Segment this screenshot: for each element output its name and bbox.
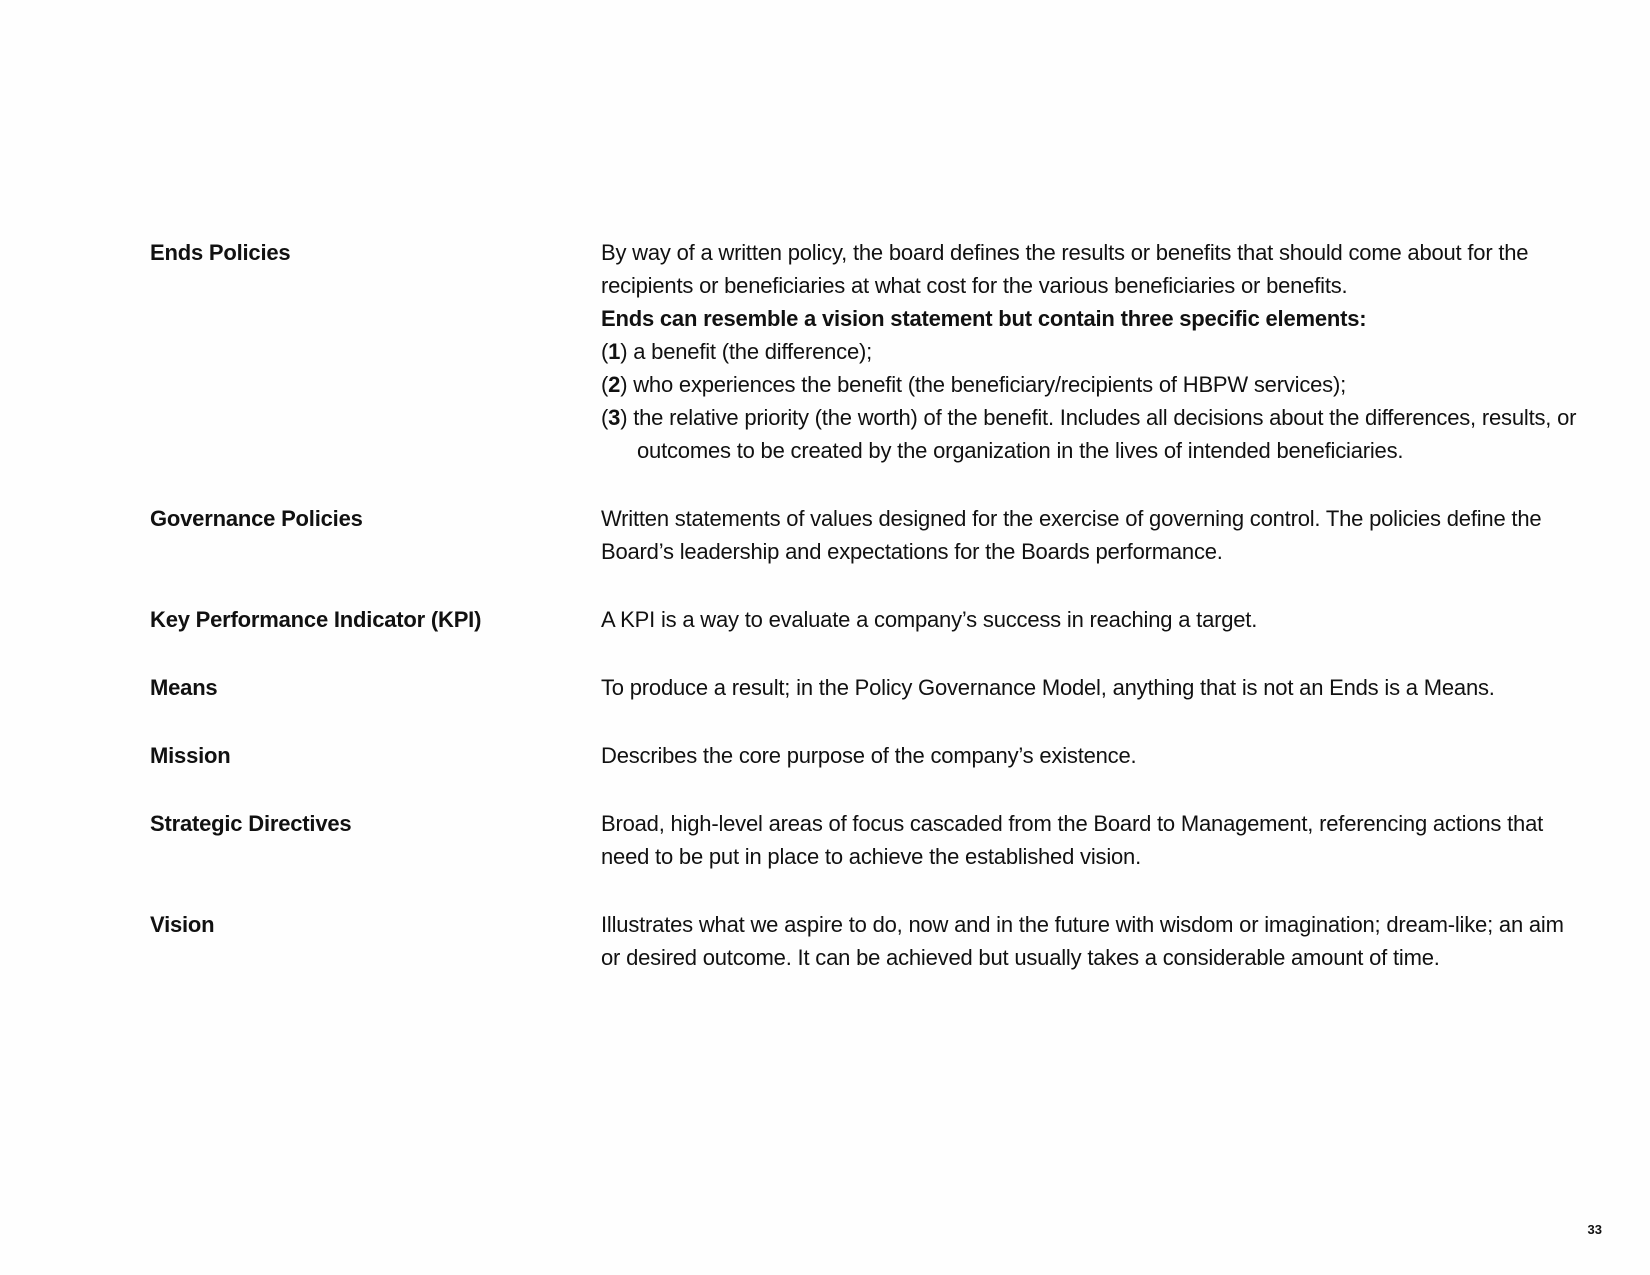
item-number: 2 [608, 372, 621, 397]
definition-governance-policies: Written statements of values designed for the exercise of governing control. The policies define the Board’s leadership and expectations for the Boards performance. [601, 506, 1542, 564]
definition-item-3: (3) the relative priority (the worth) of the benefit. Includes all decisions about the differences, results, or outcomes to be created by the organization in the lives of intended beneficiaries. [601, 405, 1577, 463]
item-number: 1 [608, 339, 621, 364]
definition-strategic-directives: Broad, high-level areas of focus cascaded from the Board to Management, referencing actions that need to be put in place to achieve the established vision. [601, 811, 1544, 869]
page-number: 33 [1587, 1222, 1602, 1237]
term-governance-policies: Governance Policies [150, 506, 363, 531]
definition-kpi: A KPI is a way to evaluate a company’s success in reaching a target. [601, 607, 1258, 632]
item-text: the relative priority (the worth) of the benefit. Includes all decisions about the differences, results, or outcomes to be created by the organization in the lives of intended beneficiaries. [633, 405, 1577, 463]
glossary-entry-governance-policies [150, 502, 1600, 568]
glossary-entry-mission [150, 739, 1600, 772]
definition-item-2: (2) who experiences the benefit (the beneficiary/recipients of HBPW services); [601, 372, 1346, 397]
term-kpi: Key Performance Indicator (KPI) [150, 607, 482, 632]
glossary-entry-means [150, 671, 1600, 704]
glossary-entry-ends-policies [150, 236, 1600, 467]
definition-vision: Illustrates what we aspire to do, now and in the future with wisdom or imagination; dream-like; an aim or desired outcome. It can be achieved but usually takes a considerable amount of time. [601, 912, 1564, 970]
term-ends-policies: Ends Policies [150, 240, 291, 265]
definition-text: By way of a written policy, the board defines the results or benefits that should come about for the recipients or beneficiaries at what cost for the various beneficiaries or benefits. [601, 240, 1529, 298]
glossary-entry-vision [150, 908, 1600, 974]
definition-item-1: (1) a benefit (the difference); [601, 339, 873, 364]
item-number: 3 [608, 405, 621, 430]
item-text: who experiences the benefit (the beneficiary/recipients of HBPW services); [633, 372, 1346, 397]
term-vision: Vision [150, 912, 215, 937]
definition-means: To produce a result; in the Policy Governance Model, anything that is not an Ends is a Means. [601, 675, 1495, 700]
term-strategic-directives: Strategic Directives [150, 811, 352, 836]
definition-mission: Describes the core purpose of the company’s existence. [601, 743, 1137, 768]
definition-lead: Ends can resemble a vision statement but contain three specific elements: [601, 306, 1367, 331]
glossary-entry-strategic-directives [150, 807, 1600, 873]
term-mission: Mission [150, 743, 231, 768]
glossary [150, 236, 1600, 1009]
definition-ends-policies [601, 236, 1586, 467]
term-means: Means [150, 675, 218, 700]
item-text: a benefit (the difference); [633, 339, 873, 364]
glossary-entry-kpi [150, 603, 1600, 636]
